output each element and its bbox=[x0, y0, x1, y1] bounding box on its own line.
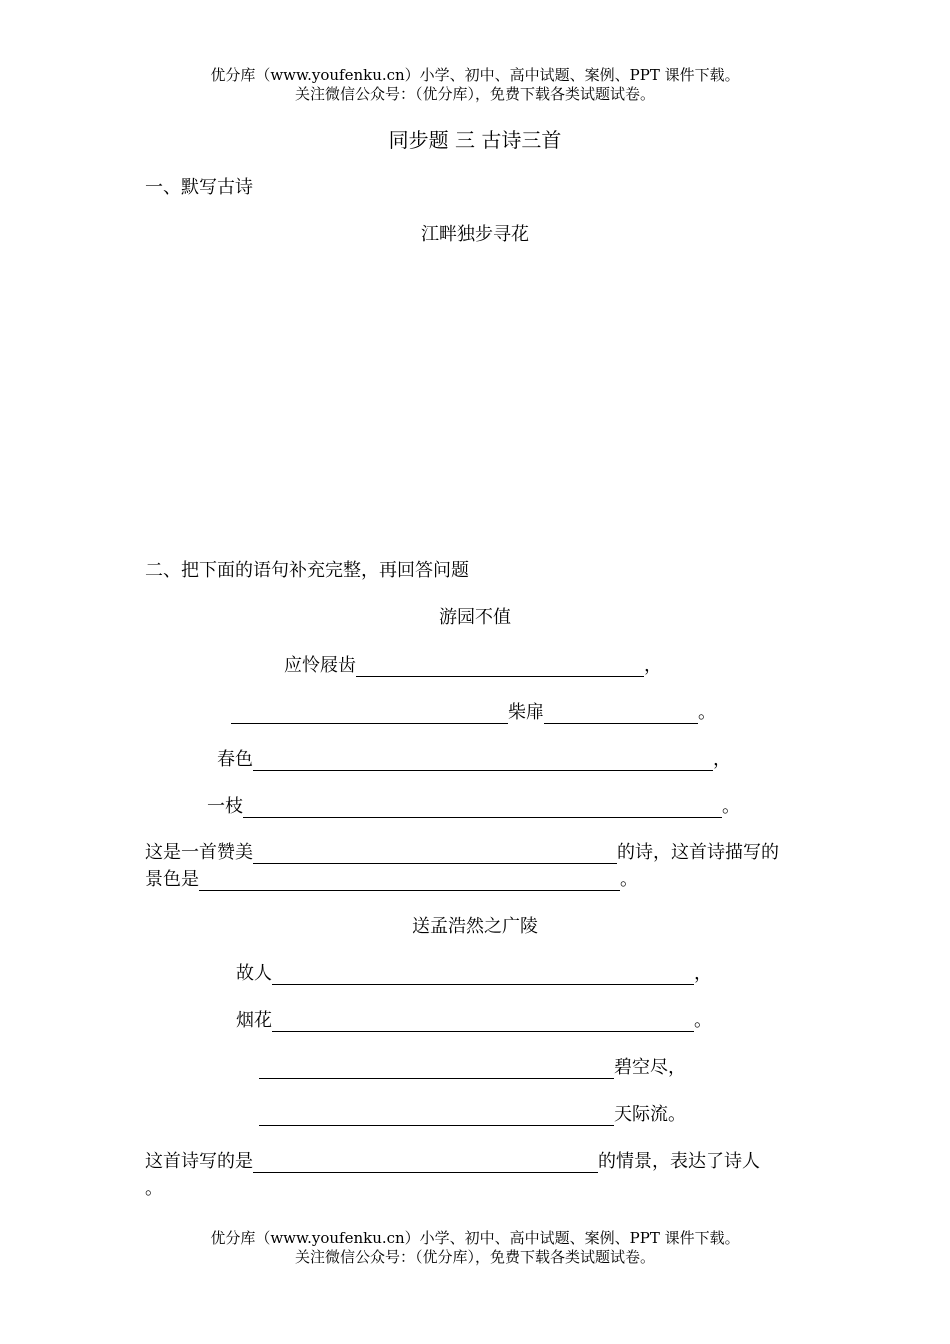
question-1-line-1 bbox=[145, 838, 779, 864]
poem2-line3-suffix: 碧空尽， bbox=[614, 1057, 686, 1078]
section-1-heading: 一、默写古诗 bbox=[145, 177, 253, 198]
poem1-line1-prefix: 应怜屐齿 bbox=[284, 655, 356, 676]
fill-blank[interactable] bbox=[272, 966, 694, 985]
poem2-line-1 bbox=[236, 959, 712, 985]
poem2-line2-prefix: 烟花 bbox=[236, 1010, 272, 1031]
fill-blank[interactable] bbox=[253, 845, 617, 864]
poem2-line2-end: 。 bbox=[694, 1010, 712, 1031]
poem1-line3-end: ， bbox=[713, 749, 731, 770]
question-2-line-1 bbox=[145, 1147, 760, 1173]
poem-title-jiangpan: 江畔独步寻花 bbox=[421, 224, 529, 245]
page-title: 同步题 三 古诗三首 bbox=[388, 128, 562, 152]
poem1-line1-end: ， bbox=[644, 655, 662, 676]
poem2-line-4 bbox=[259, 1100, 686, 1126]
fill-blank[interactable] bbox=[356, 658, 644, 677]
fill-blank[interactable] bbox=[253, 752, 713, 771]
fill-blank[interactable] bbox=[199, 872, 620, 891]
fill-blank[interactable] bbox=[259, 1107, 614, 1126]
question-1-line-2 bbox=[145, 865, 638, 891]
poem1-line2-end: 。 bbox=[698, 702, 716, 723]
poem2-line-2 bbox=[236, 1006, 712, 1032]
fill-blank[interactable] bbox=[253, 1154, 598, 1173]
fill-blank[interactable] bbox=[272, 1013, 694, 1032]
header-line-1: 优分库（www.youfenku.cn）小学、初中、高中试题、案例、PPT 课件下载。 bbox=[210, 66, 740, 84]
footer-line-1: 优分库（www.youfenku.cn）小学、初中、高中试题、案例、PPT 课件下载。 bbox=[210, 1229, 740, 1247]
question1-part4: 。 bbox=[620, 869, 638, 890]
fill-blank[interactable] bbox=[231, 705, 508, 724]
question1-part1: 这是一首赞美 bbox=[145, 842, 253, 863]
poem1-line3-prefix: 春色 bbox=[217, 749, 253, 770]
poem2-line1-end: ， bbox=[694, 963, 712, 984]
poem-title-youyuan: 游园不值 bbox=[439, 607, 511, 628]
section-2-heading: 二、把下面的语句补充完整，再回答问题 bbox=[145, 560, 469, 581]
poem-title-songmeng: 送孟浩然之广陵 bbox=[412, 916, 538, 937]
poem1-line4-prefix: 一枝 bbox=[207, 796, 243, 817]
poem1-line2-mid: 柴扉 bbox=[508, 702, 544, 723]
fill-blank[interactable] bbox=[259, 1060, 614, 1079]
poem1-line-2 bbox=[231, 698, 716, 724]
footer-line-2: 关注微信公众号：（优分库），免费下载各类试题试卷。 bbox=[294, 1248, 655, 1266]
poem1-line-4 bbox=[207, 792, 740, 818]
fill-blank[interactable] bbox=[544, 705, 698, 724]
question2-part2: 的情景，表达了诗人 bbox=[598, 1151, 760, 1172]
poem2-line1-prefix: 故人 bbox=[236, 963, 272, 984]
poem1-line4-end: 。 bbox=[722, 796, 740, 817]
poem2-line4-suffix: 天际流。 bbox=[614, 1104, 686, 1125]
poem2-line-3 bbox=[259, 1053, 686, 1079]
question1-part2: 的诗，这首诗描写的 bbox=[617, 842, 779, 863]
fill-blank[interactable] bbox=[243, 799, 722, 818]
question1-part3: 景色是 bbox=[145, 869, 199, 890]
header-line-2: 关注微信公众号：（优分库），免费下载各类试题试卷。 bbox=[294, 85, 655, 103]
poem1-line-3 bbox=[217, 745, 731, 771]
poem1-line-1 bbox=[284, 651, 662, 677]
question2-end: 。 bbox=[145, 1178, 163, 1199]
question2-part1: 这首诗写的是 bbox=[145, 1151, 253, 1172]
